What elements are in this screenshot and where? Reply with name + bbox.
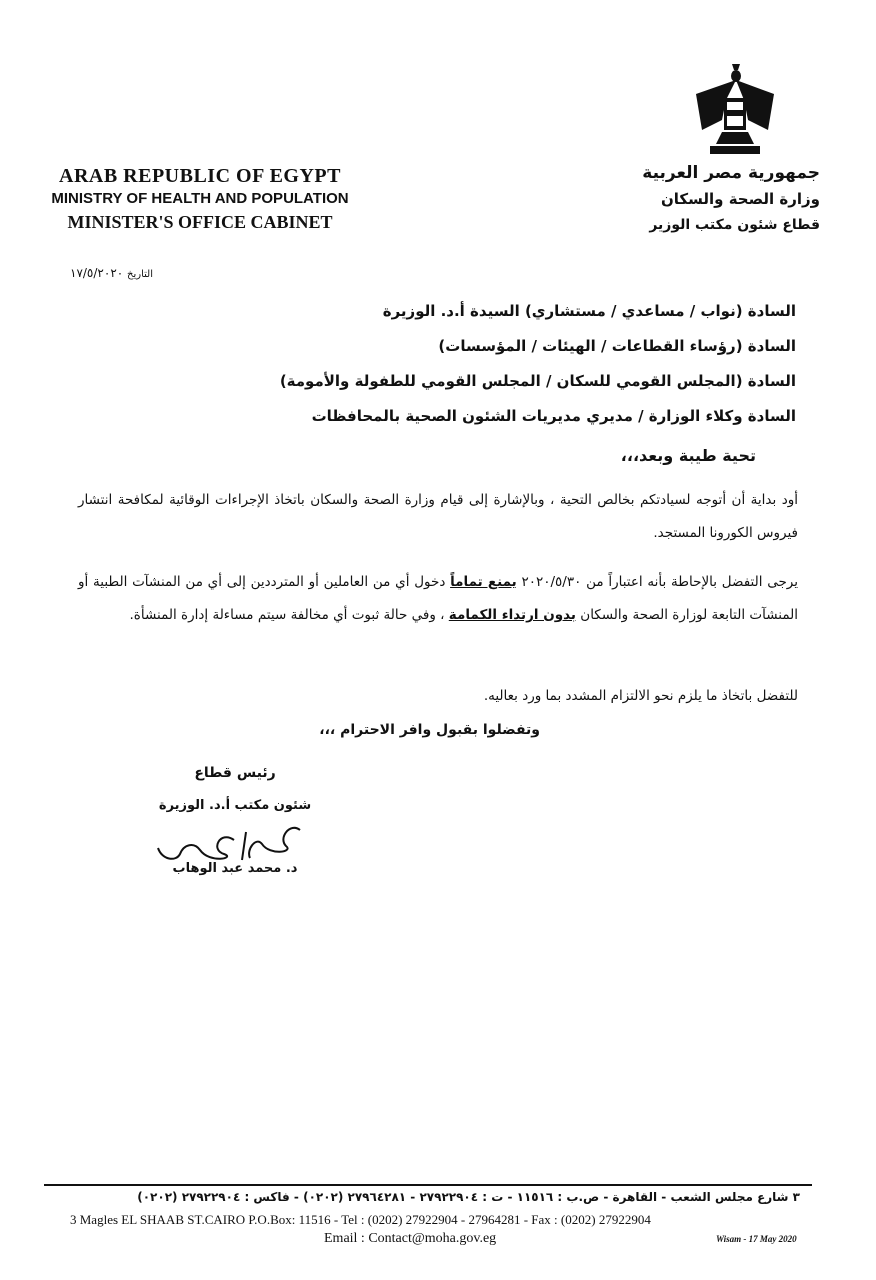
ar-country: جمهورية مصر العربية	[642, 163, 820, 183]
footer-stamp: Wisam - 17 May 2020	[716, 1234, 797, 1244]
greeting: تحية طيبة وبعد،،،	[620, 446, 756, 465]
en-office: MINISTER'S OFFICE CABINET	[67, 212, 333, 232]
signer-department: شئون مكتب أ.د. الوزيرة	[158, 798, 312, 813]
recipient-line: السادة (المجلس القومي للسكان / المجلس القومي للطفولة والأمومة)	[279, 372, 796, 390]
ar-ministry: وزارة الصحة والسكان	[660, 190, 820, 208]
arabic-letterhead	[560, 160, 820, 238]
footer-english-address: 3 Magles EL SHAAB ST.CAIRO P.O.Box: 11516 - Tel : (0202) 27922904 - 27964281 - Fax : (0202) 27922904	[70, 1212, 651, 1227]
recipient-line: السادة (رؤساء القطاعات / الهيئات / المؤسسات)	[438, 337, 796, 355]
paragraph-request: للتفضل باتخاذ ما يلزم نحو الالتزام المشدد بما ورد بعاليه.	[483, 688, 798, 704]
notice-emphasis-mask: بدون ارتداء الكمامة	[448, 607, 576, 623]
egypt-eagle-emblem-icon	[692, 60, 778, 160]
date-value: ١٧/٥/٢٠٢٠	[70, 266, 124, 280]
closing-line: وتفضلوا بقبول وافر الاحترام ،،،	[319, 722, 540, 738]
ar-office: قطاع شئون مكتب الوزير	[649, 217, 820, 233]
footer-email: Email : Contact@moha.gov.eg	[324, 1231, 497, 1246]
paragraph-notice	[78, 566, 798, 632]
signer-name: د. محمد عبد الوهاب	[172, 861, 298, 876]
notice-text-c: ، وفي حالة ثبوت أي مخالفة سيتم مساءلة إدارة المنشأة.	[129, 607, 445, 623]
en-country: ARAB REPUBLIC OF EGYPT	[59, 165, 341, 187]
recipient-line: السادة (نواب / مساعدي / مستشاري) السيدة أ.د. الوزيرة	[382, 302, 796, 320]
recipients-list	[196, 294, 796, 434]
en-ministry: MINISTRY OF HEALTH AND POPULATION	[51, 190, 349, 207]
signer-title: رئيس قطاع	[194, 765, 276, 781]
footer-arabic-address: ٣ شارع مجلس الشعب - القاهرة - ص.ب : ١١٥١٦ - ت : ٢٧٩٢٢٩٠٤ - ٢٧٩٦٤٢٨١ (٠٢٠٢) - فاكس : ٢٧٩٢٢٩٠٤ (٠٢٠٢)	[137, 1190, 800, 1204]
footer-divider	[44, 1184, 812, 1186]
recipient-line: السادة وكلاء الوزارة / مديري مديريات الشئون الصحية بالمحافظات	[311, 407, 796, 425]
notice-text-a: يرجى التفضل بالإحاطة بأنه اعتباراً من ٢٠٢٠/٥/٣٠	[521, 574, 799, 590]
notice-emphasis-ban: يمنع تماماً	[450, 574, 517, 590]
date-label: التاريخ	[127, 269, 153, 280]
paragraph-intro: أود بداية أن أتوجه لسيادتكم بخالص التحية ، وبالإشارة إلى قيام وزارة الصحة والسكان باتخاذ الإجراءات الوقائية لمكافحة انتشار فيروس الكورونا المستجد.	[78, 492, 798, 541]
letter-date	[70, 266, 153, 280]
english-letterhead	[40, 164, 360, 234]
signature-block	[150, 760, 320, 880]
notice-text-b: دخول أي من العاملين أو المترددين إلى أي من المنشآت الطبية أو المنشآت التابعة لوزارة الصحة والسكان	[78, 574, 798, 623]
